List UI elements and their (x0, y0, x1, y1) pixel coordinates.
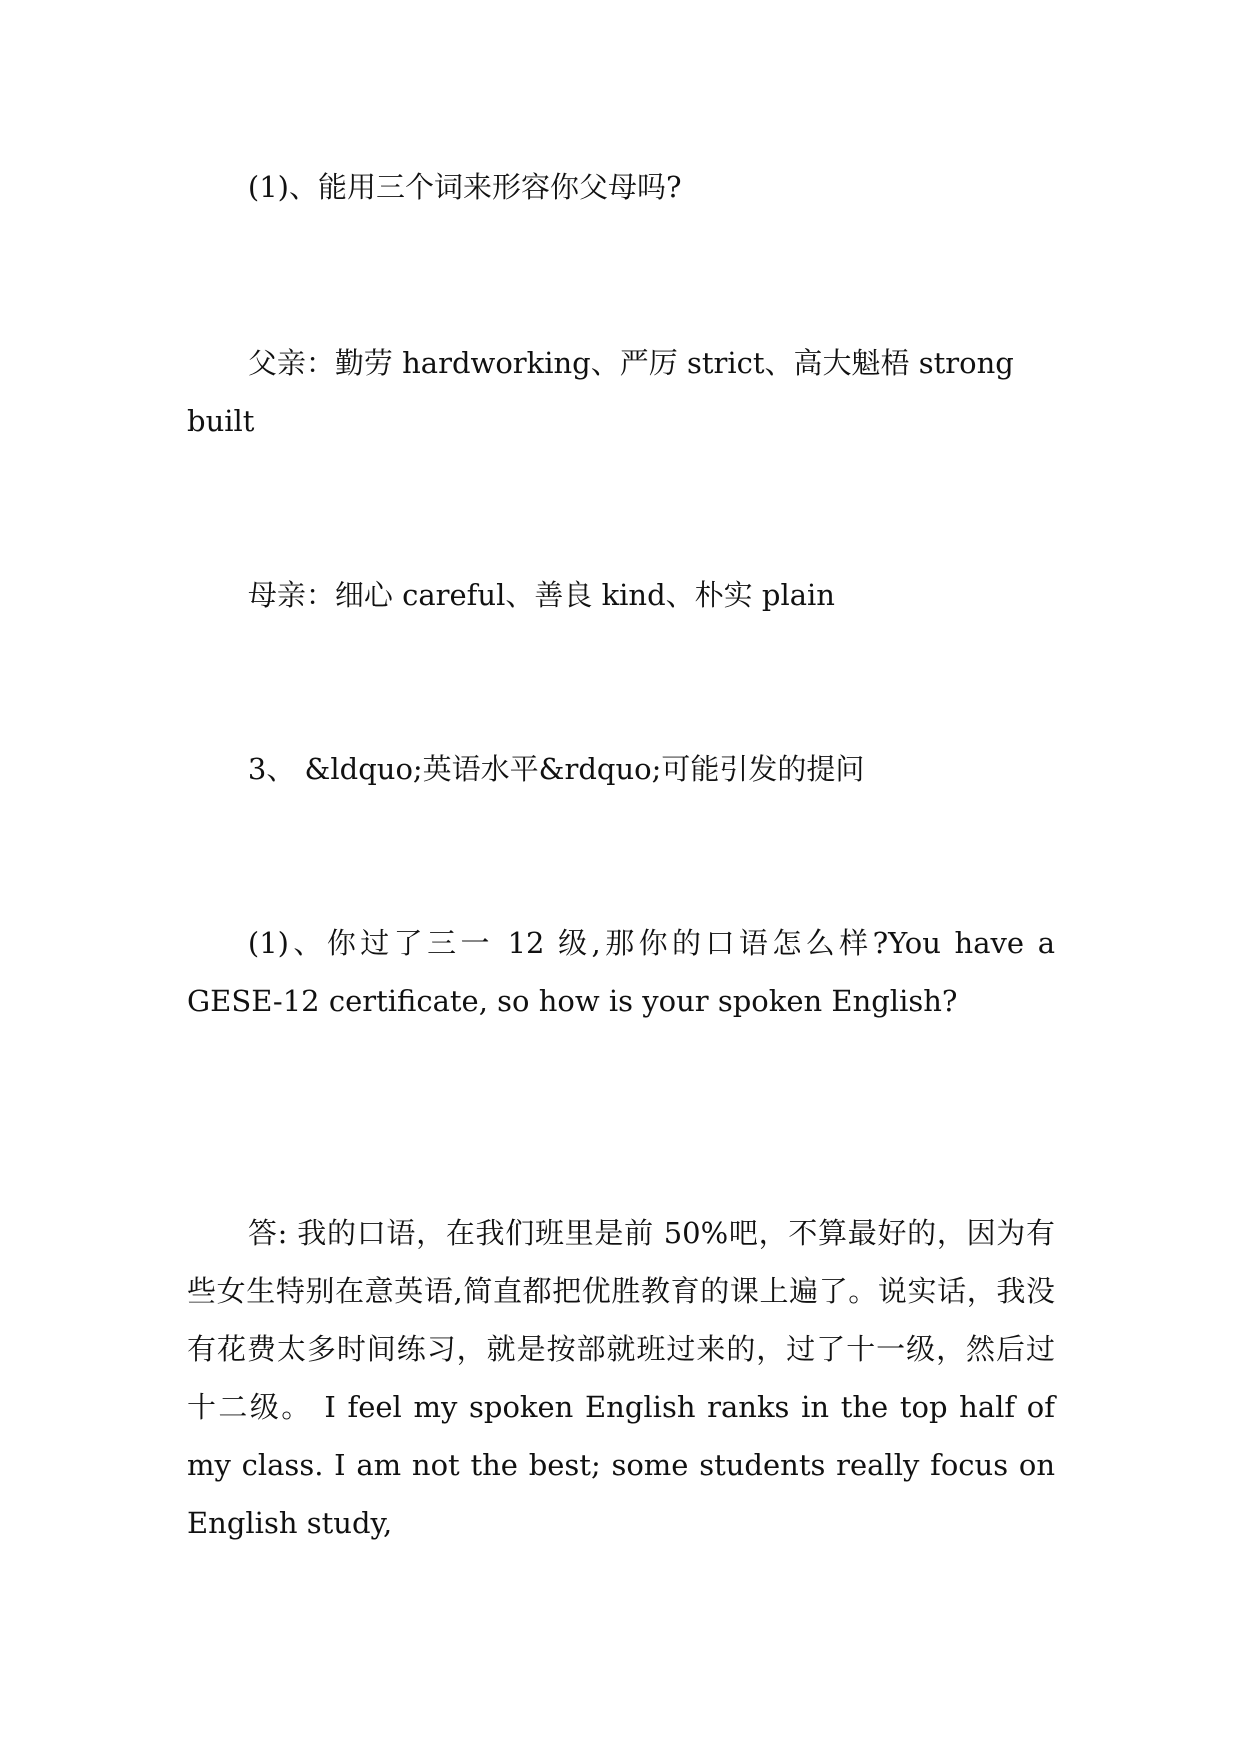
answer-spoken-english: 答: 我的口语，在我们班里是前 50%吧，不算最好的，因为有些女生特别在意英语,简直都把优胜教育的课上遍了。说实话，我没有花费太多时间练习，就是按部就班过来的，过了十一级，然后过十二级。 I feel my spoken English ranks in the top half of my class. I am not the best; some students really focus on English study, (187, 1216, 1055, 1540)
question-describe-parents: (1)、能用三个词来形容你父母吗? (247, 170, 682, 204)
answer-mother: 母亲：细心 careful、善良 kind、朴实 plain (247, 578, 835, 612)
answer-father: 父亲：勤劳 hardworking、严厉 strict、高大魁梧 strong built (187, 346, 1014, 438)
section-heading-english-level: 3、 &ldquo;英语水平&rdquo;可能引发的提问 (247, 752, 865, 786)
question-spoken-english: (1)、你过了三一 12 级,那你的口语怎么样?You have a GESE-12 certificate, so how is your spoken English? (187, 926, 1055, 1018)
